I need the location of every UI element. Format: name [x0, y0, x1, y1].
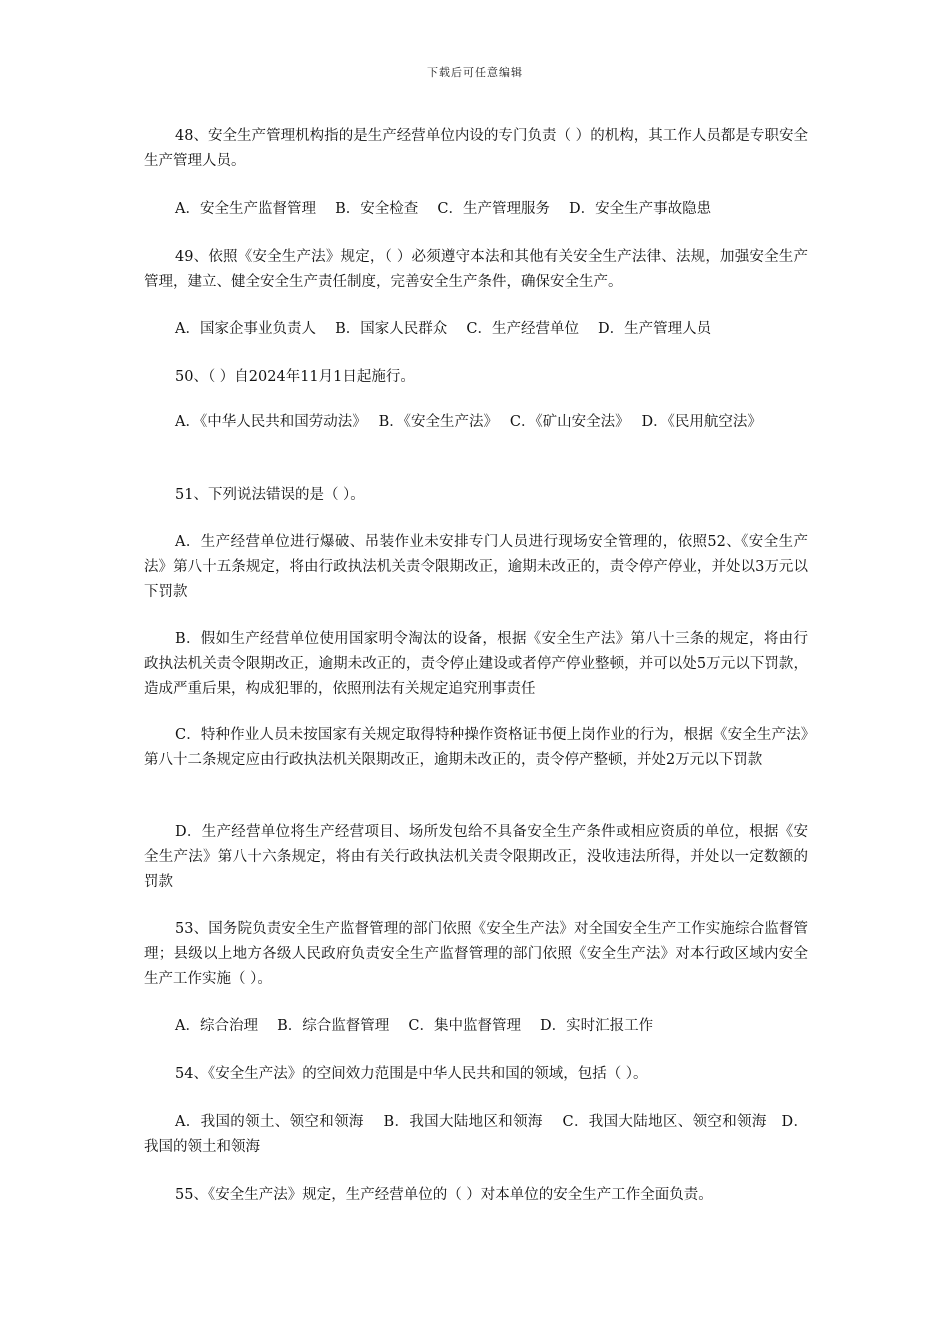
question-53: 53、国务院负责安全生产监督管理的部门依照《安全生产法》对全国安全生产工作实施综合监督管理；县级以上地方各级人民政府负责安全生产监督管理的部门依照《安全生产法》对本行政区域内安全生产工作实施（ ）。: [144, 921, 808, 987]
question-49-options: A．国家企事业负责人 B．国家人民群众 C．生产经营单位 D．生产管理人员: [175, 321, 712, 337]
question-51-option-c: C．特种作业人员未按国家有关规定取得特种操作资格证书便上岗作业的行为，根据《安全生产法》第八十二条规定应由行政执法机关限期改正，逾期未改正的，责令停产整顿，并处2万元以下罚款: [144, 727, 808, 768]
question-48: 48、安全生产管理机构指的是生产经营单位内设的专门负责（ ）的机构，其工作人员都是专职安全生产管理人员。: [144, 128, 808, 169]
page-header: 下载后可任意编辑: [427, 66, 523, 79]
question-55: 55、《安全生产法》规定，生产经营单位的（ ）对本单位的安全生产工作全面负责。: [175, 1187, 713, 1203]
question-54-options: A．我国的领土、领空和领海 B．我国大陆地区和领海 C．我国大陆地区、领空和领海 D．我国的领土和领海: [144, 1114, 808, 1155]
question-48-options: A．安全生产监督管理 B．安全检查 C．生产管理服务 D．安全生产事故隐患: [175, 201, 712, 217]
question-50-options: A．《中华人民共和国劳动法》 B．《安全生产法》 C．《矿山安全法》 D．《民用航空法》: [175, 414, 762, 430]
question-51-option-a: A．生产经营单位进行爆破、吊装作业未安排专门人员进行现场安全管理的，依照52、《安全生产法》第八十五条规定，将由行政执法机关责令限期改正，逾期未改正的，责令停产停业，并处以3万元以下罚款: [144, 534, 808, 600]
question-50: 50、（ ）自2024年11月1日起施行。: [175, 369, 415, 385]
question-51-option-d: D．生产经营单位将生产经营项目、场所发包给不具备安全生产条件或相应资质的单位，根据《安全生产法》第八十六条规定，将由有关行政执法机关责令限期改正，没收违法所得，并处以一定数额的罚款: [144, 824, 808, 890]
question-53-options: A．综合治理 B．综合监督管理 C．集中监督管理 D．实时汇报工作: [175, 1018, 654, 1034]
question-54: 54、《安全生产法》的空间效力范围是中华人民共和国的领域，包括（ ）。: [175, 1066, 648, 1082]
question-51-option-b: B．假如生产经营单位使用国家明令淘汰的设备，根据《安全生产法》第八十三条的规定，将由行政执法机关责令限期改正，逾期未改正的，责令停止建设或者停产停业整顿，并可以处5万元以下罚款，造成严重后果，构成犯罪的，依照刑法有关规定追究刑事责任: [144, 631, 808, 697]
question-51: 51、下列说法错误的是（ ）。: [175, 487, 365, 503]
question-49: 49、依照《安全生产法》规定，（ ）必须遵守本法和其他有关安全生产法律、法规，加强安全生产管理，建立、健全安全生产责任制度，完善安全生产条件，确保安全生产。: [144, 249, 808, 290]
